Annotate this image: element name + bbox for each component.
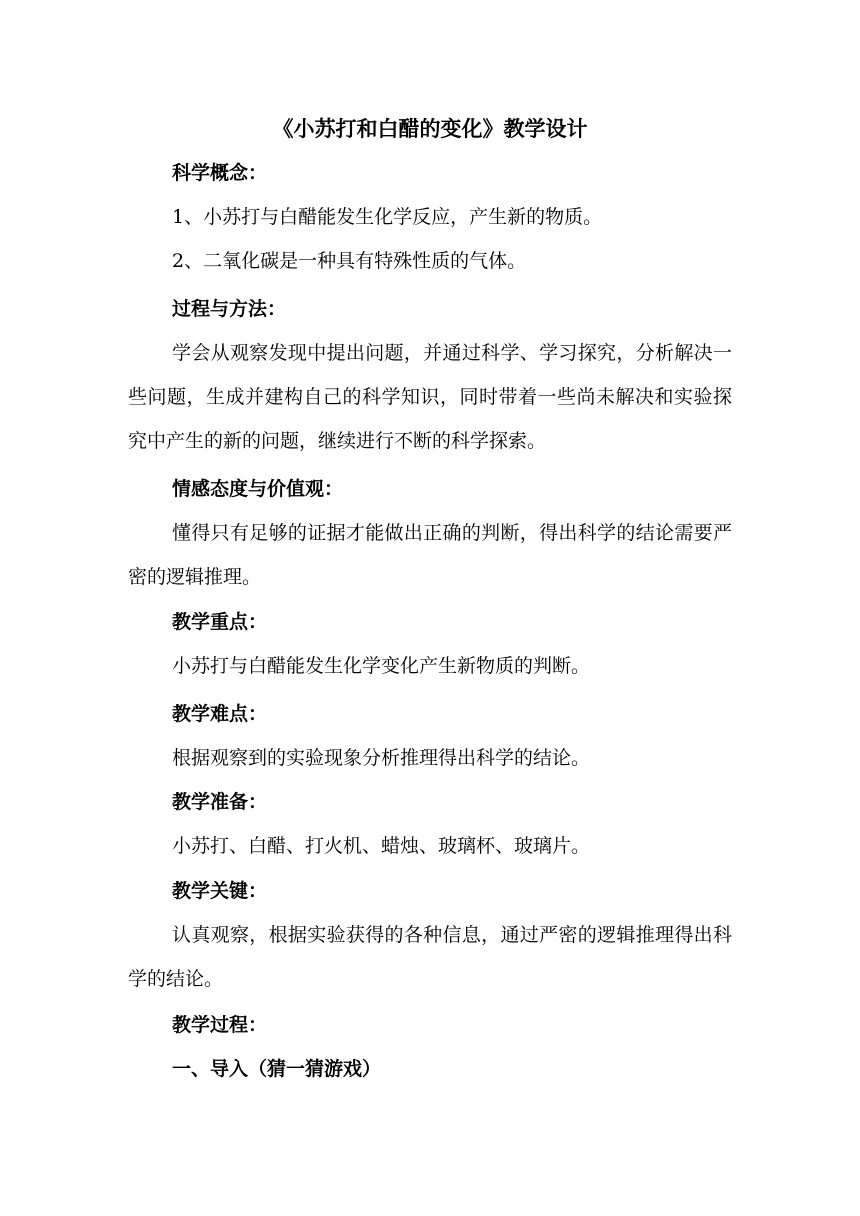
section-preparation (128, 780, 732, 868)
concept-item-1: 1、小苏打与白醋能发生化学反应，产生新的物质。 (172, 206, 603, 228)
key-point-text: 小苏打与白醋能发生化学变化产生新物质的判断。 (172, 655, 591, 677)
heading-preparation: 教学准备： (172, 791, 268, 813)
document-title: 《小苏打和白醋的变化》教学设计 (272, 116, 588, 141)
heading-procedure: 教学过程： (172, 1014, 268, 1036)
concept-item-2: 2、二氧化碳是一种具有特殊性质的气体。 (172, 250, 527, 272)
section-key-point (128, 600, 732, 688)
heading-difficulty: 教学难点： (172, 703, 268, 725)
heading-key-point: 教学重点： (172, 611, 268, 633)
heading-process: 过程与方法： (172, 298, 287, 320)
section-concept (128, 151, 732, 283)
section-difficulty (128, 692, 732, 780)
difficulty-text: 根据观察到的实验现象分析推理得出科学的结论。 (172, 747, 591, 769)
attitude-text: 懂得只有足够的证据才能做出正确的判断，得出科学的结论需要严密的逻辑推理。 (128, 522, 732, 588)
heading-concept: 科学概念： (172, 162, 268, 184)
heading-key: 教学关键： (172, 880, 268, 902)
section-process (128, 287, 732, 463)
preparation-text: 小苏打、白醋、打火机、蜡烛、玻璃杯、玻璃片。 (172, 835, 591, 857)
key-text: 认真观察，根据实验获得的各种信息，通过严密的逻辑推理得出科学的结论。 (128, 924, 732, 990)
heading-attitude: 情感态度与价值观： (172, 478, 344, 500)
process-text: 学会从观察发现中提出问题，并通过科学、学习探究，分析解决一些问题，生成并建构自己的科学知识，同时带着一些尚未解决和实验探究中产生的新的问题，继续进行不断的科学探索。 (128, 342, 732, 452)
section-attitude (128, 467, 732, 599)
section-procedure (128, 1003, 732, 1091)
section-key (128, 869, 732, 1001)
procedure-step-1: 一、导入（猜一猜游戏） (172, 1058, 382, 1080)
